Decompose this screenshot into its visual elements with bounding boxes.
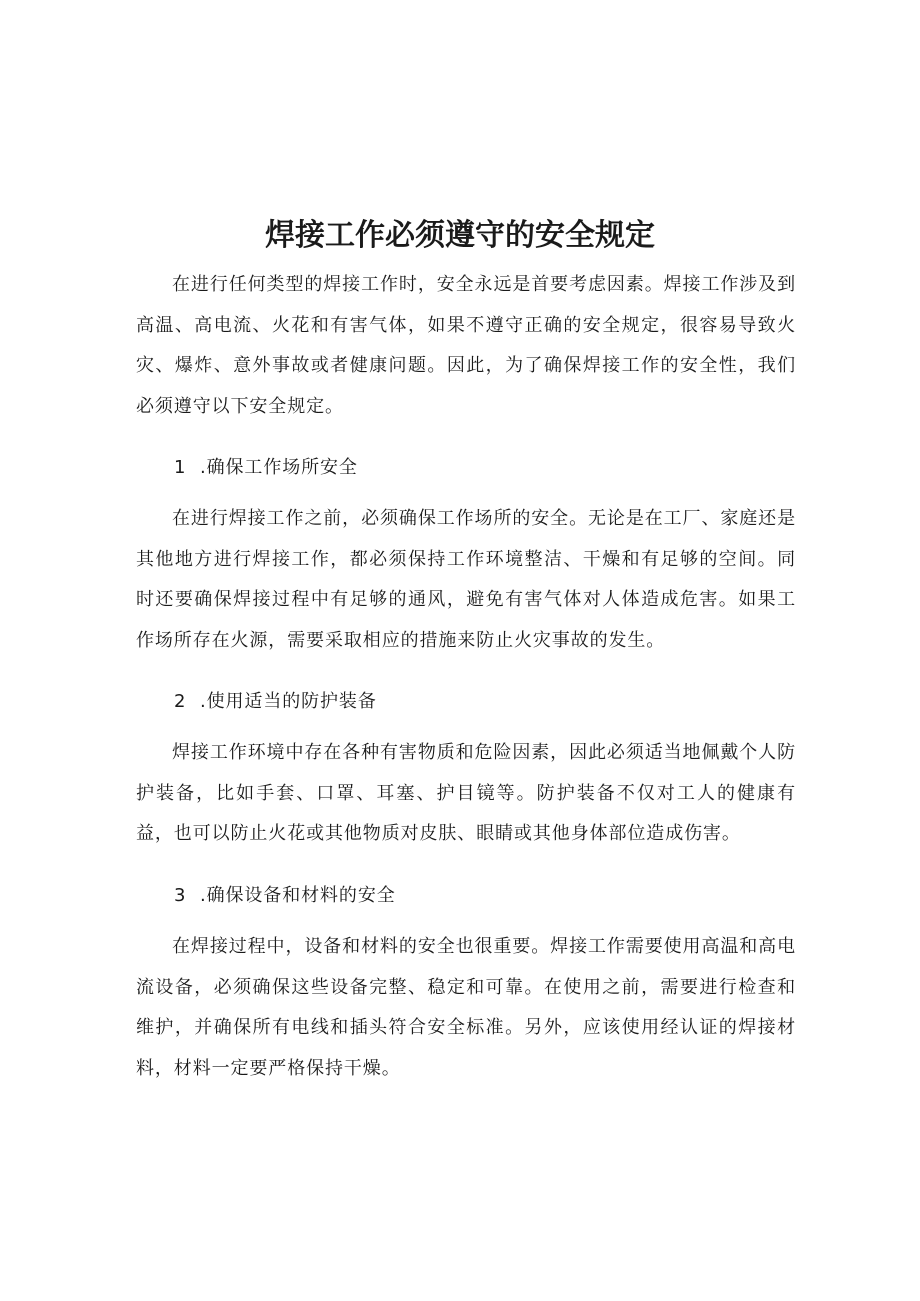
section-body-2: 焊接工作环境中存在各种有害物质和危险因素，因此必须适当地佩戴个人防护装备，比如手套、口罩、耳塞、护目镜等。防护装备不仅对工人的健康有益，也可以防止火花或其他物质对皮肤、眼睛或其他身体部位造成伤害。 bbox=[136, 742, 796, 844]
intro-paragraph: 在进行任何类型的焊接工作时，安全永远是首要考虑因素。焊接工作涉及到高温、高电流、火花和有害气体，如果不遵守正确的安全规定，很容易导致火灾、爆炸、意外事故或者健康问题。因此，为了确保焊接工作的安全性，我们必须遵守以下安全规定。 bbox=[136, 274, 796, 417]
document-title: 焊接工作必须遵守的安全规定 bbox=[265, 218, 655, 253]
section-number-2: 2 bbox=[174, 691, 187, 712]
section-heading-3 bbox=[174, 881, 396, 911]
section-heading-text-2: .使用适当的防护装备 bbox=[200, 691, 377, 712]
section-number-3: 3 bbox=[174, 885, 187, 906]
section-number-1: 1 bbox=[174, 457, 187, 478]
section-body-1: 在进行焊接工作之前，必须确保工作场所的安全。无论是在工厂、家庭还是其他地方进行焊接工作，都必须保持工作环境整洁、干燥和有足够的空间。同时还要确保焊接过程中有足够的通风，避免有害气体对人体造成危害。如果工作场所存在火源，需要采取相应的措施来防止火灾事故的发生。 bbox=[136, 508, 796, 651]
section-heading-text-3: .确保设备和材料的安全 bbox=[200, 885, 396, 906]
section-heading-2 bbox=[174, 687, 377, 717]
section-heading-1 bbox=[174, 453, 358, 483]
section-body-3: 在焊接过程中，设备和材料的安全也很重要。焊接工作需要使用高温和高电流设备，必须确保这些设备完整、稳定和可靠。在使用之前，需要进行检查和维护，并确保所有电线和插头符合安全标准。另外，应该使用经认证的焊接材料，材料一定要严格保持干燥。 bbox=[136, 936, 796, 1079]
section-heading-text-1: .确保工作场所安全 bbox=[200, 457, 358, 478]
